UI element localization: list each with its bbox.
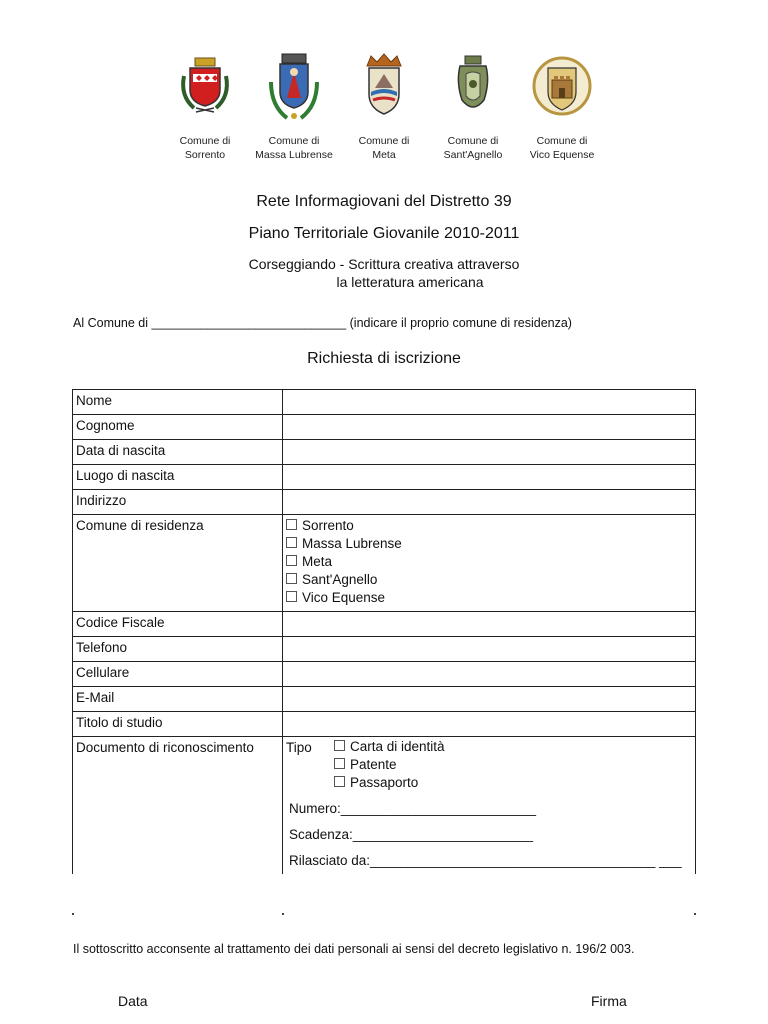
email-field[interactable] (283, 687, 696, 712)
row-label-comune-residenza: Comune di residenza (73, 515, 283, 612)
crest-caption-prefix: Comune di (358, 135, 410, 147)
crest-caption-prefix: Comune di (179, 135, 231, 147)
option-label: Massa Lubrense (302, 536, 402, 551)
option-label: Vico Equense (302, 590, 386, 605)
row-label-telefono: Telefono (73, 637, 283, 662)
comune-option-santagnello[interactable] (286, 571, 692, 589)
crest-caption-prefix: Comune di (536, 135, 588, 147)
crest-caption-name: Vico Equense (529, 149, 595, 161)
tipo-group (286, 738, 692, 792)
tipo-option-passaporto[interactable] (334, 774, 445, 792)
address-line[interactable]: Al Comune di ____________________________ (indicare il proprio comune di residenza) (73, 316, 572, 330)
row-label-cognome: Cognome (73, 415, 283, 440)
crest-meta (339, 52, 429, 162)
course-title-line2: la letteratura americana (336, 274, 484, 290)
crest-vico-equense (517, 52, 607, 162)
rilasciato-field[interactable]: Rilasciato da:______________________________________ ___ (289, 853, 682, 868)
row-label-codice-fiscale: Codice Fiscale (73, 612, 283, 637)
row-label-titolo-studio: Titolo di studio (73, 712, 283, 737)
table-row (73, 687, 696, 712)
numero-field[interactable]: Numero:__________________________ (289, 801, 536, 816)
course-title-line1: Corseggiando - Scrittura creativa attraverso (248, 256, 520, 272)
crest-caption-prefix: Comune di (447, 135, 499, 147)
tipo-option-carta-identita[interactable] (334, 738, 445, 756)
comune-residenza-options (283, 515, 696, 612)
table-row (73, 712, 696, 737)
table-row (73, 490, 696, 515)
table-row (73, 465, 696, 490)
row-label-luogo-nascita: Luogo di nascita (73, 465, 283, 490)
checkbox-icon[interactable] (286, 519, 297, 530)
table-row (73, 415, 696, 440)
crest-caption-name: Meta (372, 149, 396, 161)
crest-caption-name: Sorrento (184, 149, 226, 161)
table-row (73, 637, 696, 662)
crest-caption-name: Sant'Agnello (443, 149, 503, 161)
checkbox-icon[interactable] (286, 555, 297, 566)
option-label: Sorrento (302, 518, 354, 533)
crests-row (160, 52, 604, 182)
registration-form-table (72, 389, 696, 874)
row-label-nome: Nome (73, 390, 283, 415)
table-row (73, 390, 696, 415)
indirizzo-field[interactable] (283, 490, 696, 515)
row-label-email: E-Mail (73, 687, 283, 712)
request-title: Richiesta di iscrizione (307, 350, 461, 367)
crest-caption-prefix: Comune di (268, 135, 320, 147)
crest-massa-lubrense (249, 52, 339, 162)
checkbox-icon[interactable] (286, 537, 297, 548)
codice-fiscale-field[interactable] (283, 612, 696, 637)
table-edge-mark (694, 913, 696, 915)
comune-option-sorrento[interactable] (286, 517, 692, 535)
table-row (73, 440, 696, 465)
option-label: Patente (350, 757, 397, 772)
crest-sorrento (160, 52, 250, 162)
data-nascita-field[interactable] (283, 440, 696, 465)
crest-caption-name: Massa Lubrense (255, 149, 333, 161)
signature-label: Firma (591, 993, 627, 1009)
sorrento-crest-icon (176, 52, 234, 114)
row-label-indirizzo: Indirizzo (73, 490, 283, 515)
cognome-field[interactable] (283, 415, 696, 440)
comune-option-meta[interactable] (286, 553, 692, 571)
titolo-studio-field[interactable] (283, 712, 696, 737)
table-row (73, 515, 696, 612)
documento-details (283, 737, 696, 875)
table-row (73, 612, 696, 637)
checkbox-icon[interactable] (334, 776, 345, 787)
meta-crest-icon (355, 52, 413, 122)
comune-option-vico-equense[interactable] (286, 589, 692, 607)
table-row (73, 662, 696, 687)
course-title (0, 255, 768, 291)
header-title: Rete Informagiovani del Distretto 39 (256, 193, 512, 210)
luogo-nascita-field[interactable] (283, 465, 696, 490)
telefono-field[interactable] (283, 637, 696, 662)
cellulare-field[interactable] (283, 662, 696, 687)
nome-field[interactable] (283, 390, 696, 415)
crest-santagnello (428, 52, 518, 162)
option-label: Passaporto (350, 775, 419, 790)
option-label: Carta di identità (350, 739, 445, 754)
checkbox-icon[interactable] (334, 758, 345, 769)
table-row (73, 737, 696, 875)
tipo-label: Tipo (286, 740, 312, 755)
row-label-cellulare: Cellulare (73, 662, 283, 687)
table-edge-mark (282, 913, 284, 915)
checkbox-icon[interactable] (286, 591, 297, 602)
option-label: Sant'Agnello (302, 572, 378, 587)
tipo-options (334, 738, 445, 792)
option-label: Meta (302, 554, 333, 569)
row-label-data-nascita: Data di nascita (73, 440, 283, 465)
santagnello-crest-icon (444, 52, 502, 122)
privacy-consent-text: Il sottoscritto acconsente al trattamento dei dati personali ai sensi del decreto legislativo n. 196/2 003. (73, 942, 635, 956)
scadenza-field[interactable]: Scadenza:________________________ (289, 827, 533, 842)
row-label-documento: Documento di riconoscimento (73, 737, 283, 875)
date-label: Data (118, 993, 148, 1009)
tipo-option-patente[interactable] (334, 756, 445, 774)
header-subtitle-plan: Piano Territoriale Giovanile 2010-2011 (248, 225, 520, 242)
checkbox-icon[interactable] (286, 573, 297, 584)
comune-option-massa-lubrense[interactable] (286, 535, 692, 553)
massa-lubrense-crest-icon (265, 52, 323, 122)
table-edge-mark (72, 913, 74, 915)
vico-equense-crest-icon (530, 52, 594, 122)
checkbox-icon[interactable] (334, 740, 345, 751)
